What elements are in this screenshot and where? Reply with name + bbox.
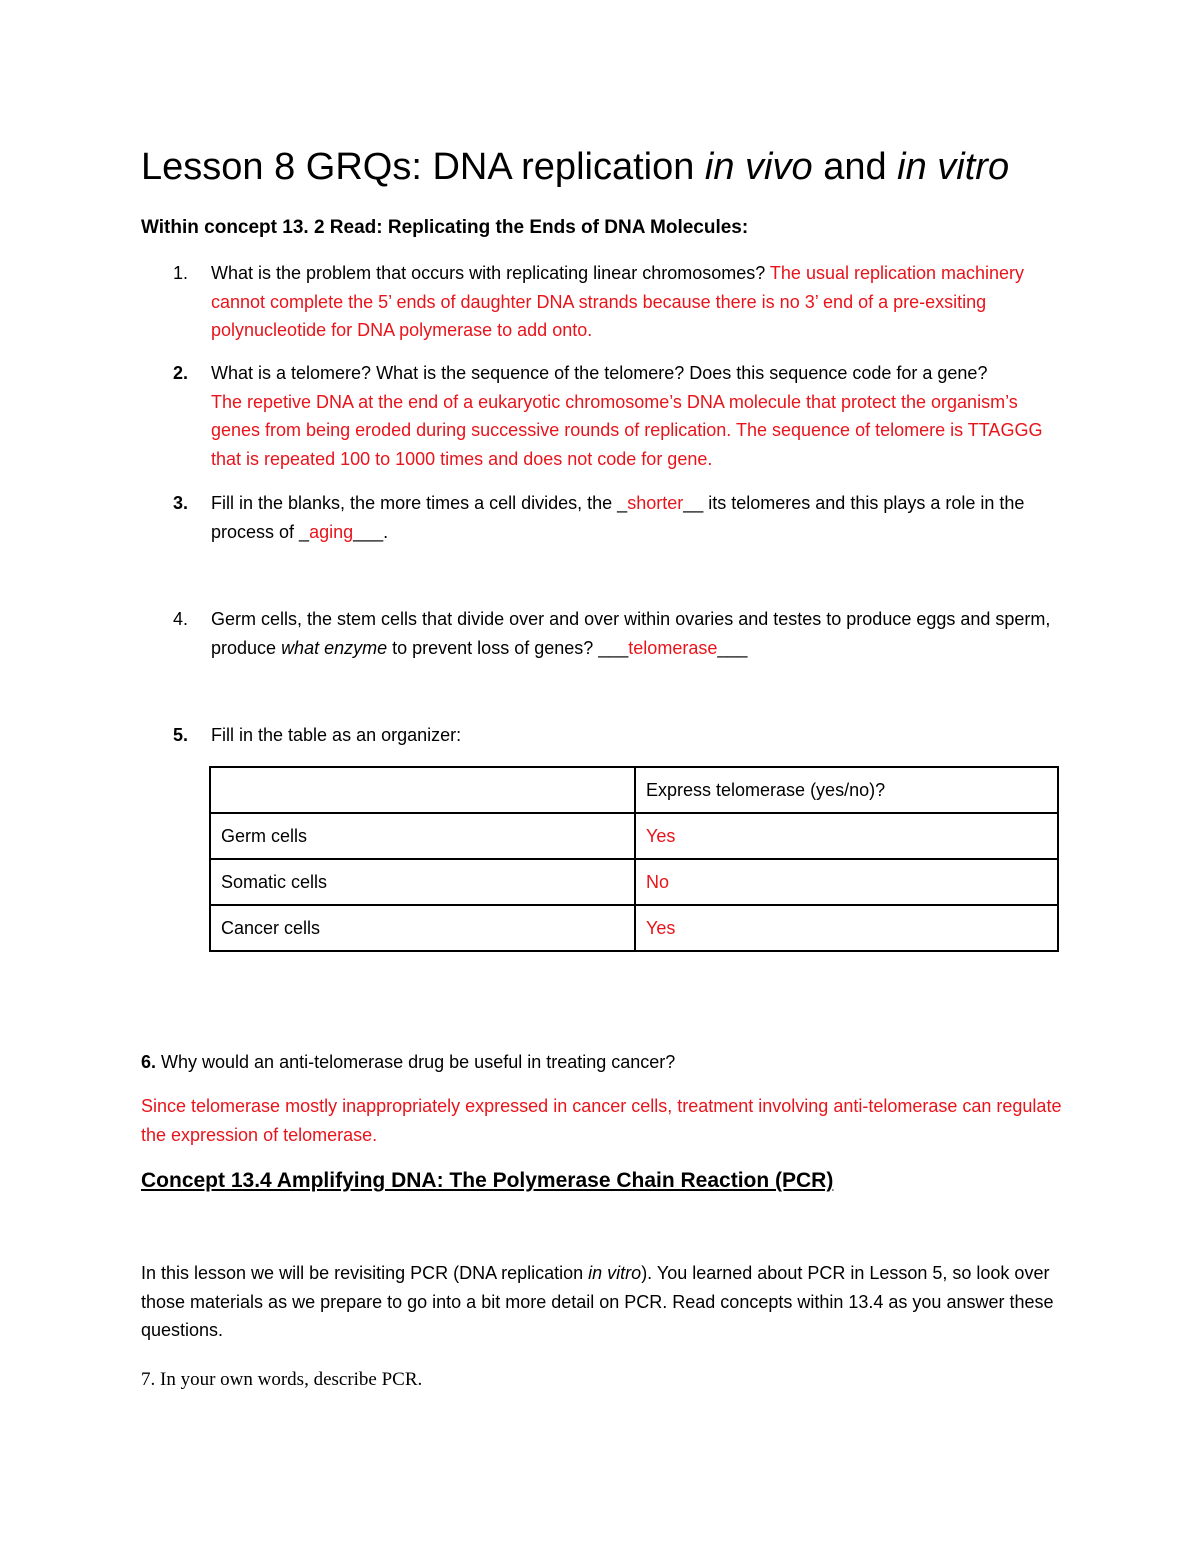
answer-6: Since telomerase mostly inappropriately expressed in cancer cells, treatment involving anti-telomerase can regulate the expression of telomerase. bbox=[141, 1096, 1062, 1145]
table-row bbox=[210, 813, 1058, 859]
question-6 bbox=[141, 1048, 1071, 1077]
blank-answer: telomerase bbox=[628, 637, 718, 658]
question-text: What is the problem that occurs with replicating linear chromosomes? bbox=[211, 263, 770, 283]
blank-answer: aging bbox=[309, 521, 354, 542]
table-answer-cell: Yes bbox=[635, 905, 1058, 951]
organizer-table bbox=[209, 766, 1059, 952]
question-text: In your own words, describe PCR. bbox=[155, 1369, 423, 1390]
question-5 bbox=[173, 721, 1071, 750]
question-number: 1. bbox=[173, 263, 189, 283]
question-number: 2. bbox=[173, 363, 189, 383]
intro-paragraph: In this lesson we will be revisiting PCR (DNA replication in vitro). You learned about PCR in Lesson 5, so look over those materials as we prepare to go into a bit more detail on PCR. Read concepts within 13.4 as you answer these questions. bbox=[141, 1263, 1054, 1340]
question-number: 7. bbox=[141, 1369, 156, 1390]
question-text: What is a telomere? What is the sequence of the telomere? Does this sequence code for a gene? bbox=[211, 363, 988, 383]
question-2 bbox=[173, 359, 1071, 473]
question-number: 5. bbox=[173, 725, 189, 745]
table-header-cell: Express telomerase (yes/no)? bbox=[635, 767, 1058, 813]
answer-text: The usual replication machinery cannot complete the 5’ ends of daughter DNA strands because there is no 3’ end of a pre-exsiting polynucleotide for DNA polymerase to add onto. bbox=[211, 263, 1025, 340]
table-header-cell bbox=[210, 767, 635, 813]
question-text: Fill in the table as an organizer: bbox=[211, 725, 462, 745]
question-number: 4. bbox=[173, 609, 189, 629]
question-7 bbox=[141, 1366, 422, 1394]
answer-text: The repetive DNA at the end of a eukaryotic chromosome’s DNA molecule that protect the organism’s genes from being eroded during successive rounds of replication. The sequence of telomere is TTAGGG that is repeated 100 to 1000 times and does not code for gene. bbox=[211, 391, 1043, 469]
table-header-row bbox=[210, 767, 1058, 813]
question-number: 3. bbox=[173, 493, 189, 513]
table-row bbox=[210, 905, 1058, 951]
question-4: 4. Germ cells, the stem cells that divide over and over within ovaries and testes to produce eggs and sperm, produce what enzyme to prevent loss of genes? ___telomerase___ bbox=[211, 605, 1071, 662]
blank-answer: shorter bbox=[627, 493, 684, 513]
table-answer-cell: Yes bbox=[635, 813, 1058, 859]
table-answer-cell: No bbox=[635, 859, 1058, 905]
table-cell: Cancer cells bbox=[210, 905, 635, 951]
table-cell: Germ cells bbox=[210, 813, 635, 859]
question-3: 3. Fill in the blanks, the more times a cell divides, the _shorter__ its telomeres and this plays a role in the process of _aging___. bbox=[211, 489, 1071, 546]
question-number: 6. bbox=[141, 1052, 157, 1072]
question-1 bbox=[173, 259, 1071, 345]
table-cell: Somatic cells bbox=[210, 859, 635, 905]
concept-heading: Concept 13.4 Amplifying DNA: The Polymerase Chain Reaction (PCR) bbox=[141, 1169, 834, 1192]
question-text: Why would an anti-telomerase drug be useful in treating cancer? bbox=[156, 1052, 676, 1072]
table-row bbox=[210, 859, 1058, 905]
page-title: Lesson 8 GRQs: DNA replication in vivo and in vitro bbox=[141, 146, 1010, 188]
section-heading: Within concept 13. 2 Read: Replicating the Ends of DNA Molecules: bbox=[141, 217, 749, 238]
